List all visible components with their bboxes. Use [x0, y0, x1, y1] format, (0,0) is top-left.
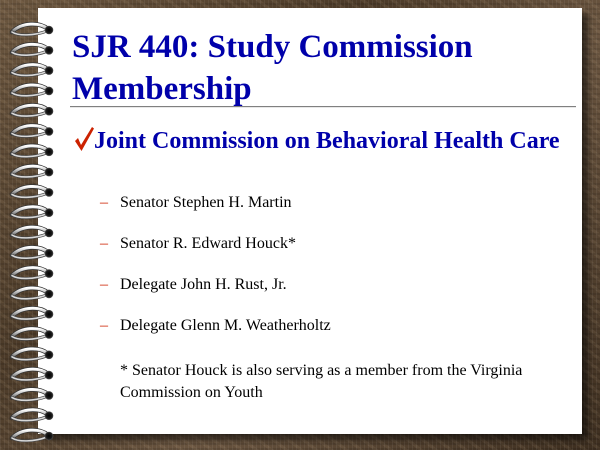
slide-title: SJR 440: Study Commission Membership: [72, 29, 473, 107]
spiral-ring-icon: [12, 288, 53, 299]
spiral-ring-icon: [12, 369, 53, 380]
spiral-binding-icon: [0, 0, 70, 450]
spiral-ring-icon: [12, 105, 53, 116]
spiral-ring-icon: [12, 247, 53, 258]
spiral-ring-icon: [12, 389, 53, 400]
member-name: Senator R. Edward Houck*: [120, 235, 296, 252]
spiral-ring-icon: [12, 44, 53, 55]
spiral-ring-icon: [12, 349, 53, 360]
spiral-ring-icon: [12, 227, 53, 238]
member-list: [100, 193, 331, 357]
dash-bullet-icon: –: [100, 235, 108, 252]
dash-bullet-icon: –: [100, 317, 108, 334]
dash-bullet-icon: –: [100, 194, 108, 211]
spiral-ring-icon: [12, 186, 53, 197]
list-item: [100, 316, 331, 357]
spiral-ring-icon: [12, 268, 53, 279]
spiral-ring-icon: [12, 207, 53, 218]
list-item: [100, 275, 331, 316]
spiral-ring-icon: [12, 24, 53, 35]
member-name: Senator Stephen H. Martin: [120, 194, 292, 211]
check-mark-icon: [72, 125, 96, 153]
footnote: * Senator Houck is also serving as a member from the Virginia Commission on Youth: [120, 362, 523, 401]
spiral-ring-icon: [12, 146, 53, 157]
spiral-ring-icon: [12, 430, 53, 441]
list-item: [100, 193, 331, 234]
title-divider: [70, 106, 576, 108]
spiral-ring-icon: [12, 166, 53, 177]
dash-bullet-icon: –: [100, 276, 108, 293]
bullet-heading: Joint Commission on Behavioral Health Care: [94, 128, 560, 154]
spiral-ring-icon: [12, 85, 53, 96]
member-name: Delegate Glenn M. Weatherholtz: [120, 317, 331, 334]
spiral-ring-icon: [12, 126, 53, 137]
spiral-ring-icon: [12, 308, 53, 319]
spiral-ring-icon: [12, 65, 53, 76]
member-name: Delegate John H. Rust, Jr.: [120, 276, 287, 293]
spiral-ring-icon: [12, 410, 53, 421]
list-item: [100, 234, 331, 275]
spiral-ring-icon: [12, 329, 53, 340]
